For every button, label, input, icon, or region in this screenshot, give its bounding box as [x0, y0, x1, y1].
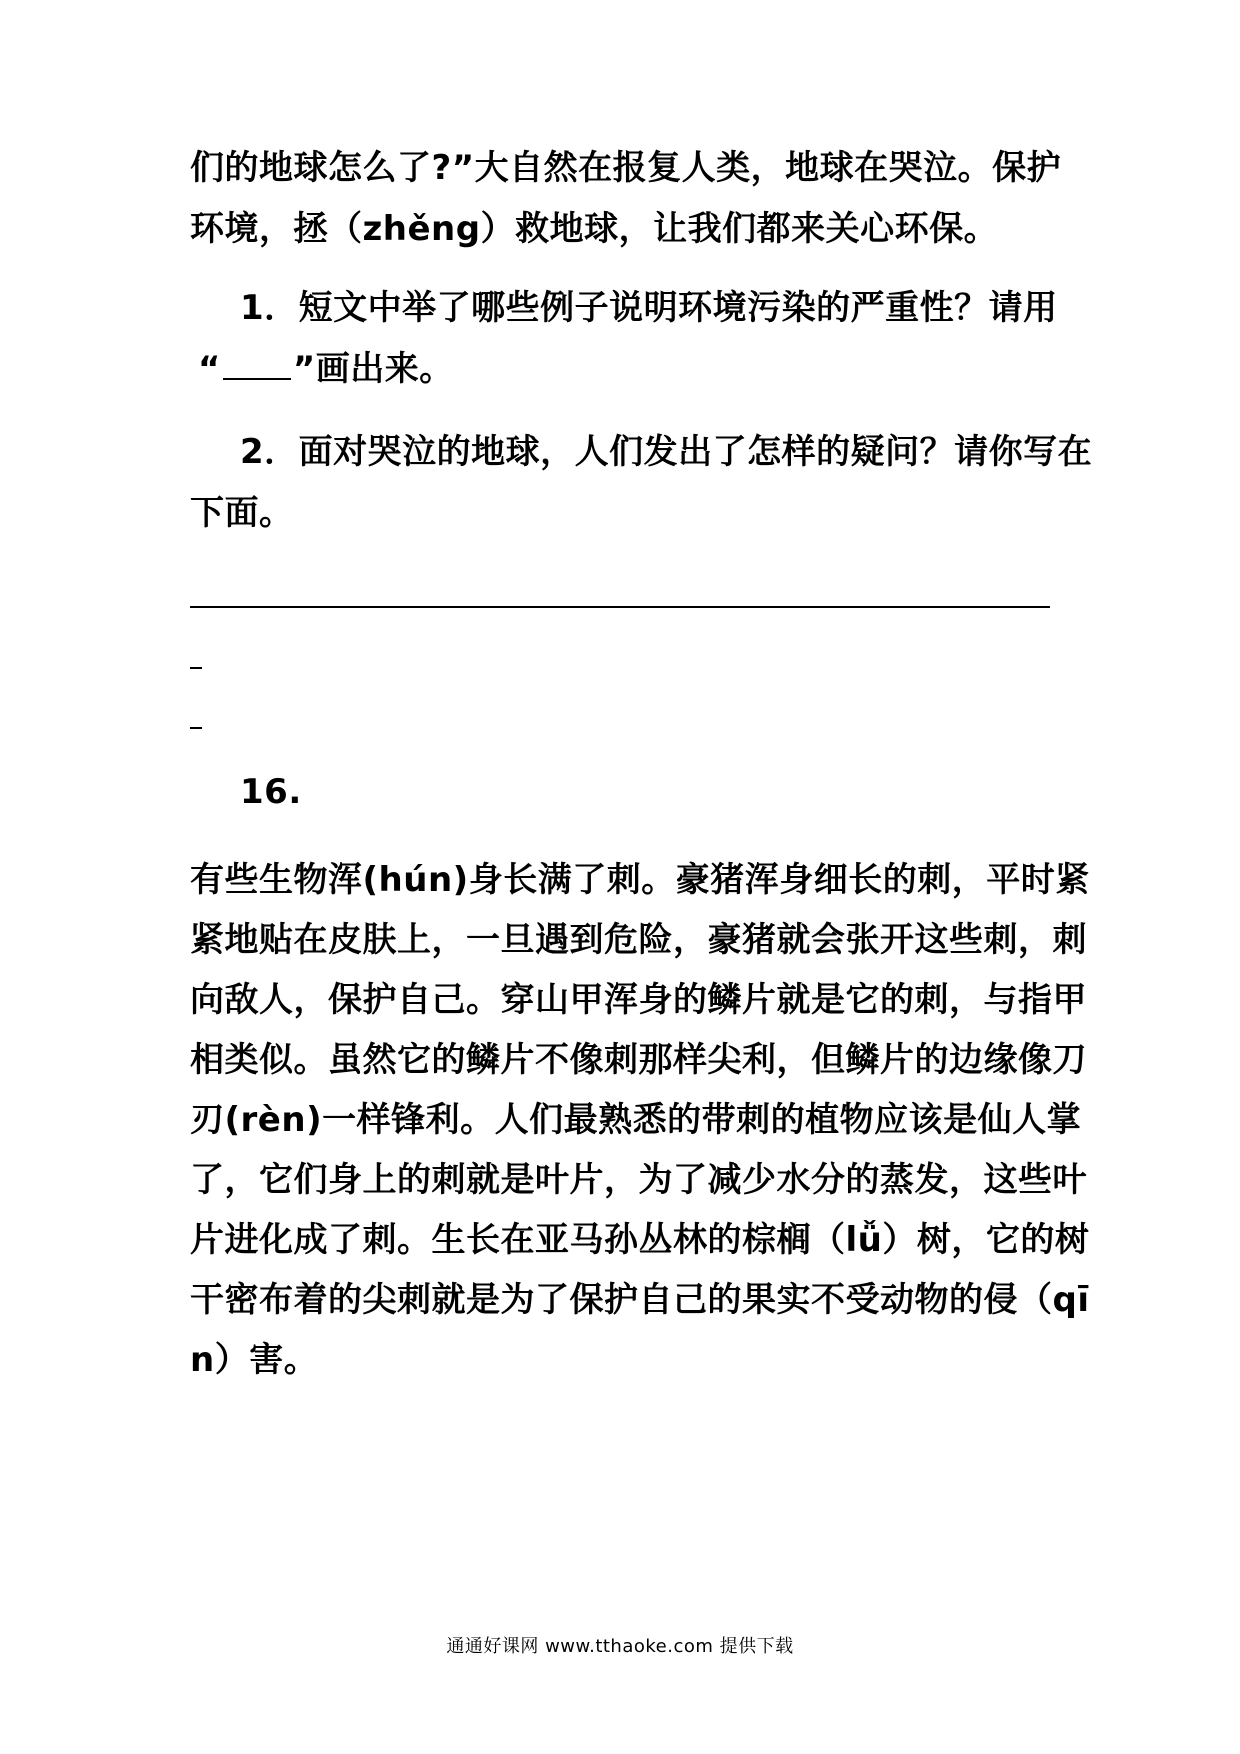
answer-dash-2: [190, 727, 202, 729]
footer-text: 通通好课网 www.tthaoke.com 提供下载: [446, 1636, 794, 1657]
answer-line[interactable]: [190, 606, 1050, 608]
section-16-line-6: 了，它们身上的刺就是叶片，为了减少水分的蒸发，这些叶: [190, 1160, 1087, 1200]
section-16-line-3: 向敌人，保护自己。穿山甲浑身的鳞片就是它的刺，与指甲: [190, 980, 1087, 1020]
passage-line-1: 们的地球怎么了?”大自然在报复人类，地球在哭泣。保护: [190, 148, 1062, 188]
question-2-line-1: 2．面对哭泣的地球，人们发出了怎样的疑问？请你写在: [240, 432, 1093, 472]
passage-line-2: 环境，拯（zhěng）救地球，让我们都来关心环保。: [190, 209, 999, 249]
section-16-line-2: 紧地贴在皮肤上，一旦遇到危险，豪猪就会张开这些刺，刺: [190, 920, 1087, 960]
section-16-number: 16.: [240, 772, 302, 812]
answer-dash-1: [190, 667, 202, 669]
question-1-line-1: 1．短文中举了哪些例子说明环境污染的严重性？请用: [240, 288, 1058, 328]
section-16-line-9: n）害。: [190, 1340, 319, 1380]
question-1-answer-blank[interactable]: [223, 348, 291, 380]
question-1-open-quote: “: [198, 349, 221, 389]
question-1-close-text: ”画出来。: [292, 349, 454, 389]
question-1-line-2: [198, 347, 1068, 391]
question-2-line-2: 下面。: [190, 493, 294, 533]
section-16-line-7: 片进化成了刺。生长在亚马孙丛林的棕榈（lǚ）树，它的树: [190, 1220, 1090, 1260]
section-16-line-4: 相类似。虽然它的鳞片不像刺那样尖利，但鳞片的边缘像刀: [190, 1040, 1087, 1080]
section-16-line-1: 有些生物浑(hún)身长满了刺。豪猪浑身细长的刺，平时紧: [190, 860, 1090, 900]
section-16-line-5: 刃(rèn)一样锋利。人们最熟悉的带刺的植物应该是仙人掌: [190, 1100, 1082, 1140]
section-16-line-8: 干密布着的尖刺就是为了保护自己的果实不受动物的侵（qī: [190, 1280, 1090, 1320]
